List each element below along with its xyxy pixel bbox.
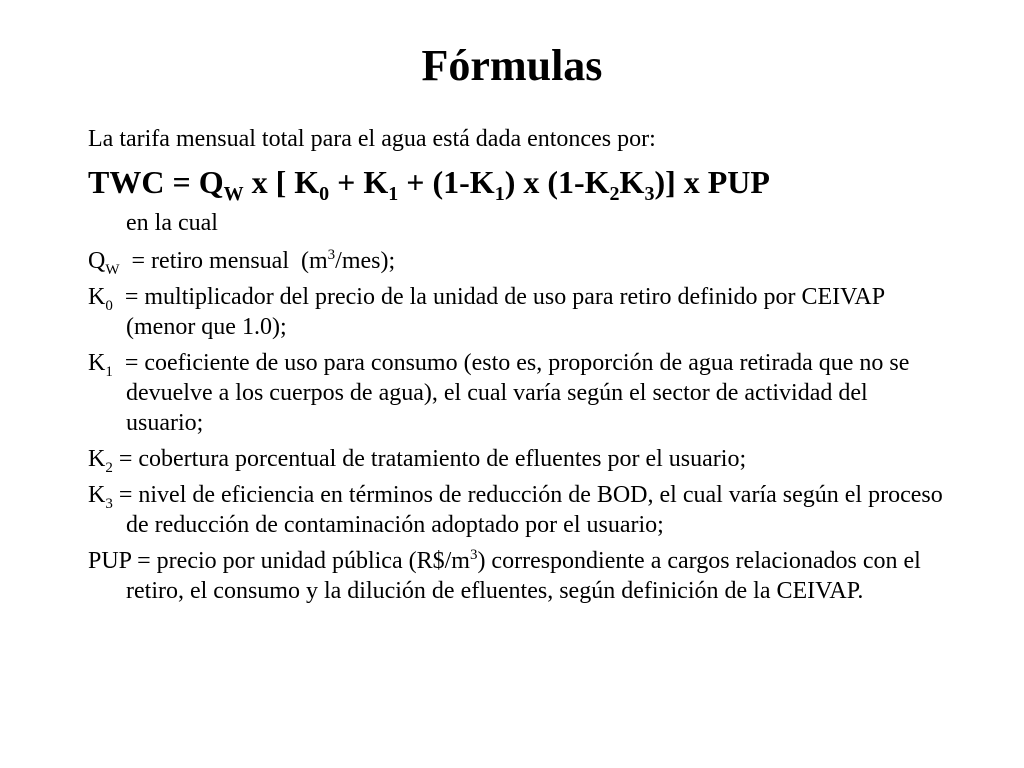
definition-k2 — [88, 444, 948, 474]
definition-qw — [88, 246, 948, 276]
definition-text: = nivel de eficiencia en términos de reducción de BOD, el cual varía según el proceso de reducción de contaminación adoptado por el usuario; — [112, 482, 949, 538]
formula-subscript: 3 — [644, 183, 655, 205]
definitions-list — [88, 246, 948, 612]
definition-text: /mes); — [335, 248, 396, 274]
definition-symbol: K — [88, 284, 106, 310]
definition-text: ) correspondiente a cargos relacionados con el retiro, el consumo y la dilución de efluentes, según definición de la CEIVAP. — [126, 548, 921, 604]
definition-text: PUP = precio por unidad pública (R$/m — [88, 548, 470, 574]
formula-part: K — [619, 164, 645, 200]
formula-subscript: 1 — [494, 183, 505, 205]
formula-part: + (1-K — [398, 164, 495, 200]
definition-subscript: W — [105, 262, 120, 278]
formula-part: + K — [329, 164, 389, 200]
formula-subscript: 0 — [319, 183, 330, 205]
formula-subscript: 1 — [388, 183, 399, 205]
definition-symbol: K — [88, 482, 106, 508]
formula-part: TWC = Q — [88, 164, 224, 200]
formula-part: ) x (1-K — [504, 164, 610, 200]
definition-text: = cobertura porcentual de tratamiento de efluentes por el usuario; — [112, 446, 747, 472]
definition-symbol: Q — [88, 248, 106, 274]
definition-k1 — [88, 348, 948, 438]
definition-subscript: 0 — [105, 298, 113, 314]
definition-k3 — [88, 480, 948, 540]
definition-pup — [88, 546, 948, 606]
slide-title: Fórmulas — [421, 41, 603, 90]
formula-part: x [ K — [243, 164, 320, 200]
definition-text: = coeficiente de uso para consumo (esto es, proporción de agua retirada que no se devuelve a los cuerpos de agua), el cual varía según el sector de actividad del usuario; — [112, 350, 916, 436]
definition-superscript: 3 — [327, 247, 336, 263]
definition-text: = multiplicador del precio de la unidad de uso para retiro definido por CEIVAP (menor que 1.0); — [112, 284, 891, 340]
definition-subscript: 2 — [105, 460, 113, 476]
definition-subscript: 1 — [105, 364, 113, 380]
definition-symbol: K — [88, 350, 106, 376]
tariff-formula — [88, 163, 770, 205]
definition-subscript: 3 — [105, 496, 113, 512]
formula-subscript: W — [223, 183, 244, 205]
definition-k0 — [88, 282, 948, 342]
formula-part: )] x PUP — [654, 164, 770, 200]
definition-text: = retiro mensual (m — [119, 248, 328, 274]
definition-symbol: K — [88, 446, 106, 472]
intro-text: La tarifa mensual total para el agua está dada entonces por: — [88, 126, 656, 152]
en-la-cual-text: en la cual — [126, 210, 218, 236]
formula-subscript: 2 — [609, 183, 620, 205]
definition-superscript: 3 — [469, 547, 478, 563]
